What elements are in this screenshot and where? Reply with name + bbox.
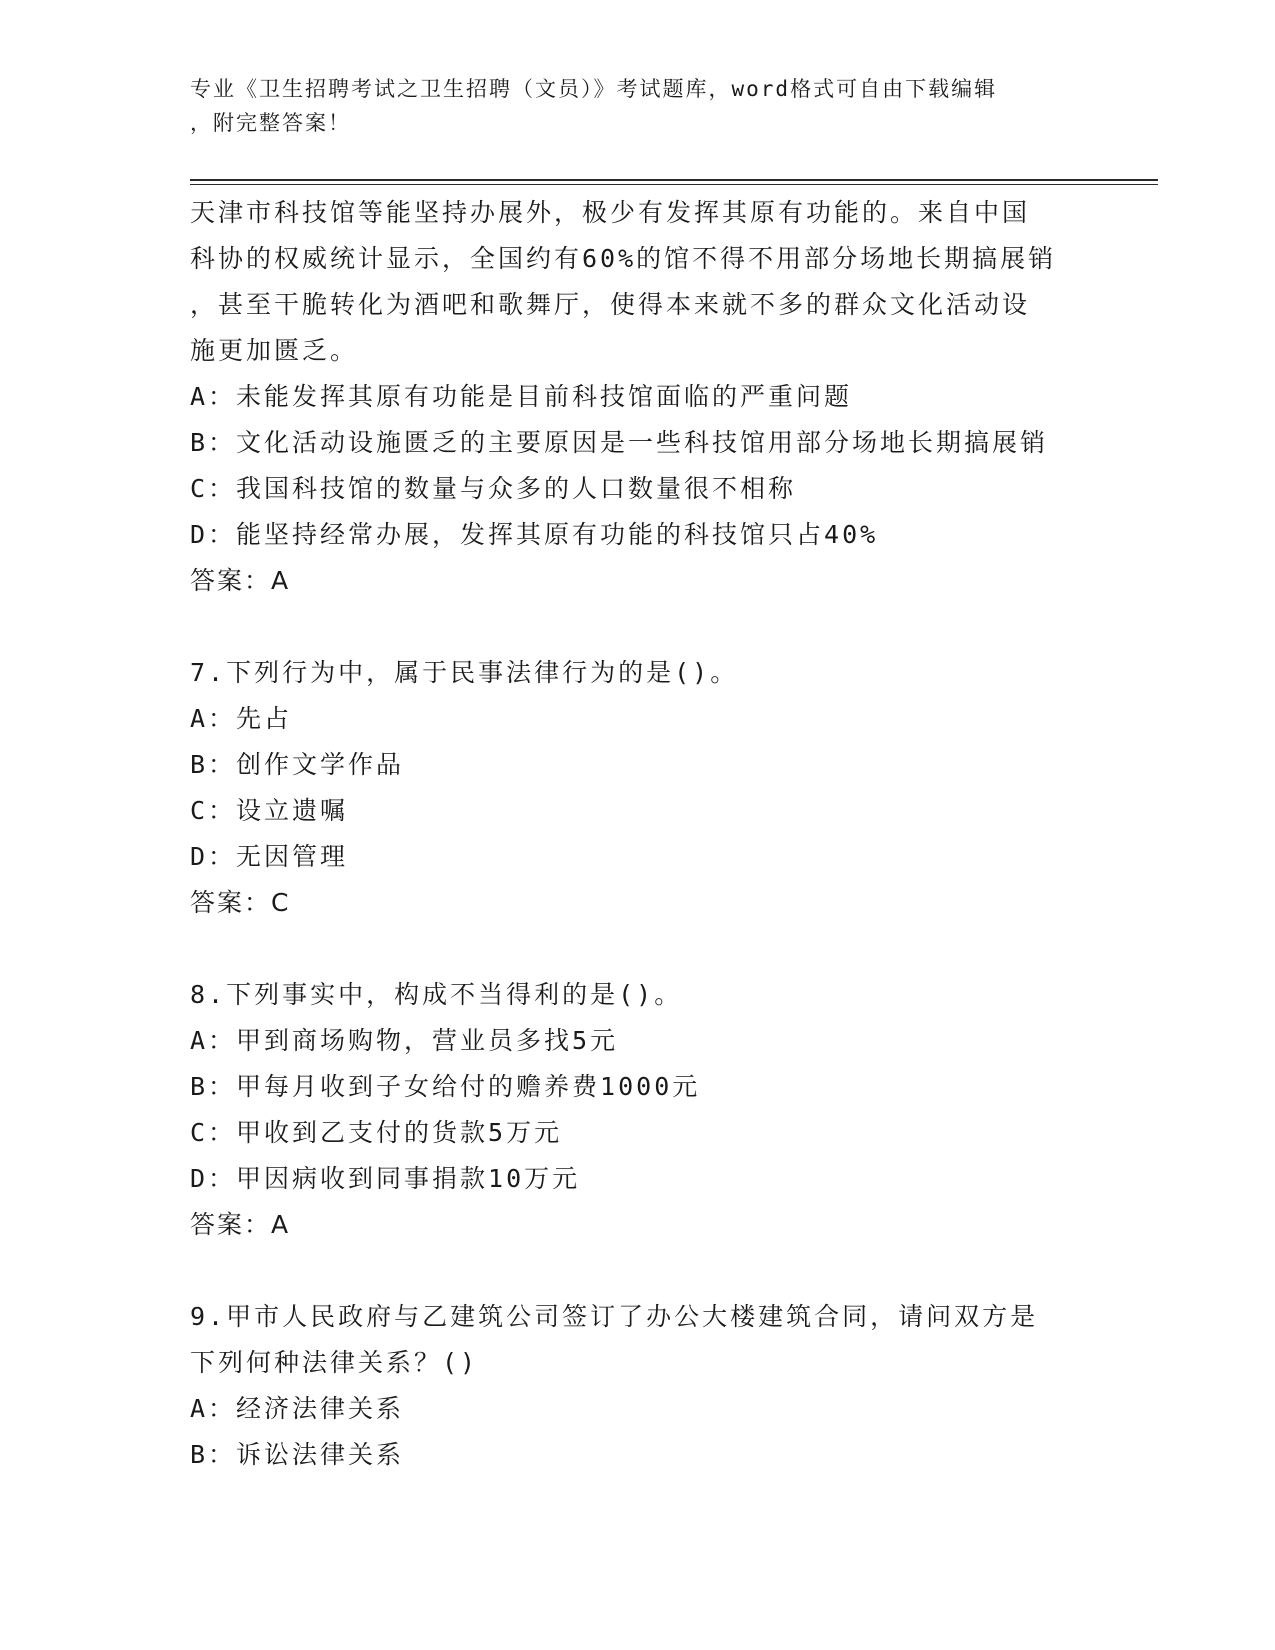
- option-b: B：文化活动设施匮乏的主要原因是一些科技馆用部分场地长期搞展销: [190, 428, 1049, 457]
- question-text: 9.甲市人民政府与乙建筑公司签订了办公大楼建筑合同，请问双方是: [190, 1302, 1039, 1331]
- question-text: 7.下列行为中，属于民事法律行为的是()。: [190, 658, 739, 687]
- blank-line: [190, 604, 1150, 650]
- question-text-continued: 下列何种法律关系？(): [190, 1348, 479, 1377]
- question-8-block: [190, 972, 1150, 1248]
- answer-line: 答案：A: [190, 1210, 291, 1239]
- question-text: 8.下列事实中，构成不当得利的是()。: [190, 980, 683, 1009]
- option-a: A：未能发挥其原有功能是目前科技馆面临的严重问题: [190, 382, 853, 411]
- option-b: B：诉讼法律关系: [190, 1440, 405, 1469]
- passage-line: 科协的权威统计显示，全国约有60%的馆不得不用部分场地长期搞展销: [190, 244, 1057, 273]
- question-9-block: [190, 1294, 1150, 1478]
- answer-line: 答案：A: [190, 566, 291, 595]
- question-7-block: [190, 650, 1150, 926]
- option-d: D：能坚持经常办展，发挥其原有功能的科技馆只占40%: [190, 520, 879, 549]
- option-b: B：甲每月收到子女给付的赡养费1000元: [190, 1072, 701, 1101]
- header-divider-thick: [190, 179, 1158, 181]
- header-divider-thin: [190, 184, 1158, 185]
- header-title-line-continued: ，附完整答案！: [190, 111, 351, 135]
- answer-line: 答案：C: [190, 888, 291, 917]
- option-a: A：经济法律关系: [190, 1394, 405, 1423]
- option-d: D：无因管理: [190, 842, 349, 871]
- passage-line: 天津市科技馆等能坚持办展外，极少有发挥其原有功能的。来自中国: [190, 198, 1031, 227]
- option-a: A：先占: [190, 704, 293, 733]
- option-a: A：甲到商场购物，营业员多找5元: [190, 1026, 619, 1055]
- option-b: B：创作文学作品: [190, 750, 405, 779]
- option-c: C：甲收到乙支付的货款5万元: [190, 1118, 563, 1147]
- passage-line: ，甚至干脆转化为酒吧和歌舞厅，使得本来就不多的群众文化活动设: [190, 290, 1031, 319]
- header-title-line: 专业《卫生招聘考试之卫生招聘（文员）》考试题库，word格式可自由下载编辑: [190, 77, 998, 101]
- option-d: D：甲因病收到同事捐款10万元: [190, 1164, 581, 1193]
- blank-line: [190, 926, 1150, 972]
- passage-line: 施更加匮乏。: [190, 336, 359, 365]
- question-6-block: [190, 190, 1150, 604]
- option-c: C：设立遗嘱: [190, 796, 349, 825]
- option-c: C：我国科技馆的数量与众多的人口数量很不相称: [190, 474, 797, 503]
- document-header: [190, 72, 1090, 140]
- document-body: [190, 190, 1150, 1478]
- blank-line: [190, 1248, 1150, 1294]
